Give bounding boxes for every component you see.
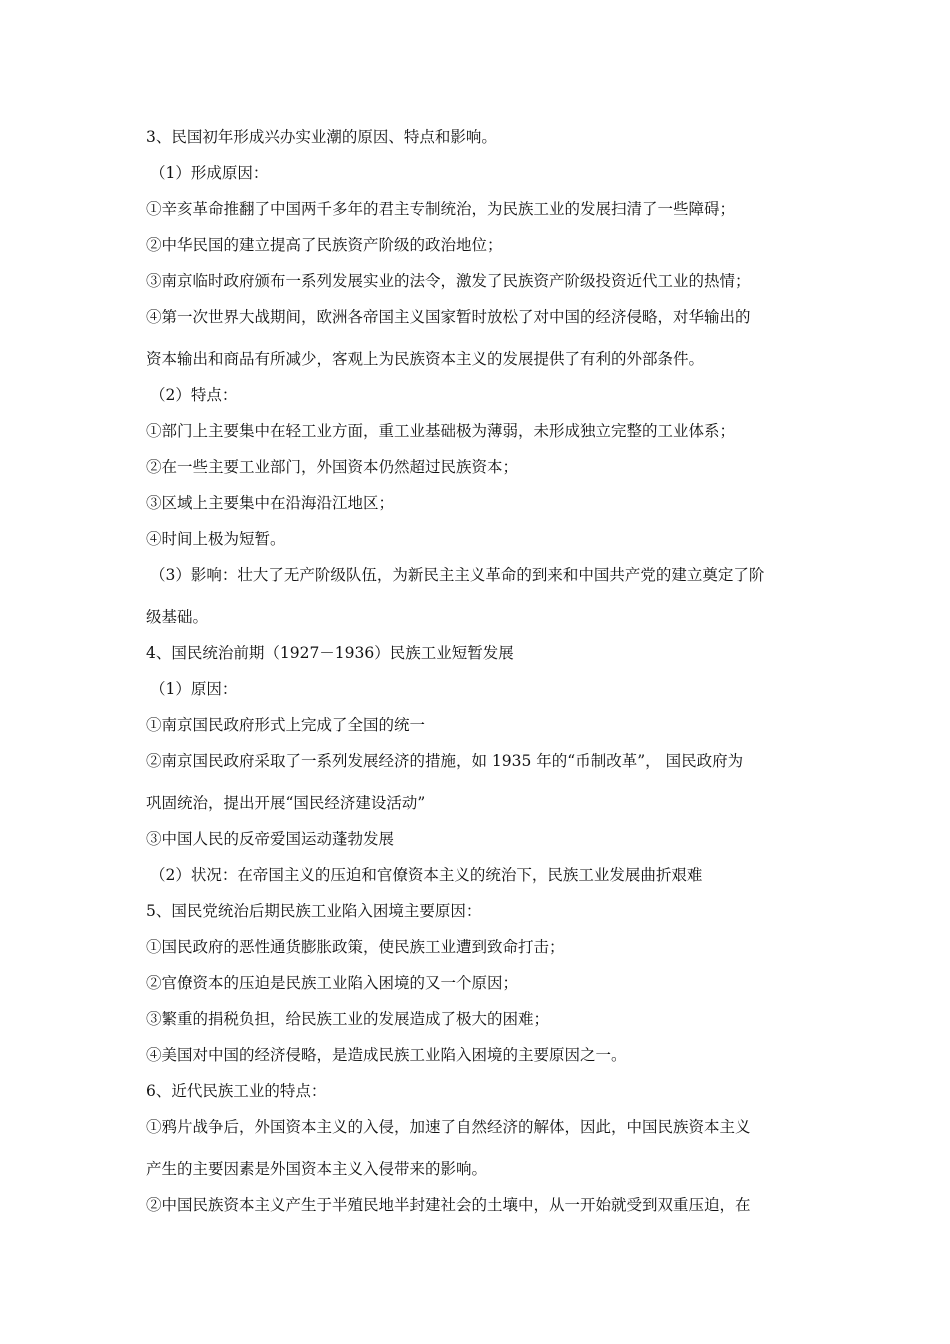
list-item: ①鸦片战争后，外国资本主义的入侵，加速了自然经济的解体，因此，中国民族资本主义 — [146, 1118, 751, 1136]
list-item: ④时间上极为短暂。 — [146, 530, 286, 548]
heading-section-4: 4、国民统治前期（1927－1936）民族工业短暂发展 — [146, 644, 514, 662]
list-item-continuation: 产生的主要因素是外国资本主义入侵带来的影响。 — [146, 1160, 488, 1178]
list-item: ①南京国民政府形式上完成了全国的统一 — [146, 716, 426, 734]
subheading-features: （2）特点： — [150, 386, 238, 404]
list-item: ②中华民国的建立提高了民族资产阶级的政治地位； — [146, 236, 503, 254]
list-item: ③中国人民的反帝爱国运动蓬勃发展 — [146, 830, 395, 848]
subheading-causes: （1）原因： — [150, 680, 238, 698]
list-item: ③区域上主要集中在沿海沿江地区； — [146, 494, 395, 512]
list-item: ②官僚资本的压迫是民族工业陷入困境的又一个原因； — [146, 974, 519, 992]
subheading-causes: （1）形成原因： — [150, 164, 269, 182]
list-item: ②在一些主要工业部门，外国资本仍然超过民族资本； — [146, 458, 519, 476]
list-item: ③南京临时政府颁布一系列发展实业的法令，激发了民族资产阶级投资近代工业的热情； — [146, 272, 751, 290]
list-item: ①辛亥革命推翻了中国两千多年的君主专制统治，为民族工业的发展扫清了一些障碍； — [146, 200, 736, 218]
list-item: ②中国民族资本主义产生于半殖民地半封建社会的土壤中，从一开始就受到双重压迫，在 — [146, 1196, 751, 1214]
list-item: ③繁重的捐税负担，给民族工业的发展造成了极大的困难； — [146, 1010, 550, 1028]
list-item-continuation: 资本输出和商品有所减少，客观上为民族资本主义的发展提供了有利的外部条件。 — [146, 350, 705, 368]
list-item: ②南京国民政府采取了一系列发展经济的措施，如 1935 年的“币制改革”， 国民政府为 — [146, 752, 744, 770]
list-item: ④美国对中国的经济侵略，是造成民族工业陷入困境的主要原因之一。 — [146, 1046, 627, 1064]
list-item: ①部门上主要集中在轻工业方面，重工业基础极为薄弱，未形成独立完整的工业体系； — [146, 422, 736, 440]
heading-section-6: 6、近代民族工业的特点： — [146, 1082, 327, 1100]
list-item: ④第一次世界大战期间，欧洲各帝国主义国家暂时放松了对中国的经济侵略，对华输出的 — [146, 308, 751, 326]
subheading-impact: （3）影响：壮大了无产阶级队伍，为新民主主义革命的到来和中国共产党的建立奠定了阶 — [150, 566, 765, 584]
paragraph-continuation: 级基础。 — [146, 608, 209, 626]
subheading-status: （2）状况：在帝国主义的压迫和官僚资本主义的统治下，民族工业发展曲折艰难 — [150, 866, 703, 884]
list-item-continuation: 巩固统治，提出开展“国民经济建设活动” — [146, 794, 426, 812]
heading-section-3: 3、民国初年形成兴办实业潮的原因、特点和影响。 — [146, 128, 497, 146]
list-item: ①国民政府的恶性通货膨胀政策，使民族工业遭到致命打击； — [146, 938, 565, 956]
heading-section-5: 5、国民党统治后期民族工业陷入困境主要原因： — [146, 902, 482, 920]
